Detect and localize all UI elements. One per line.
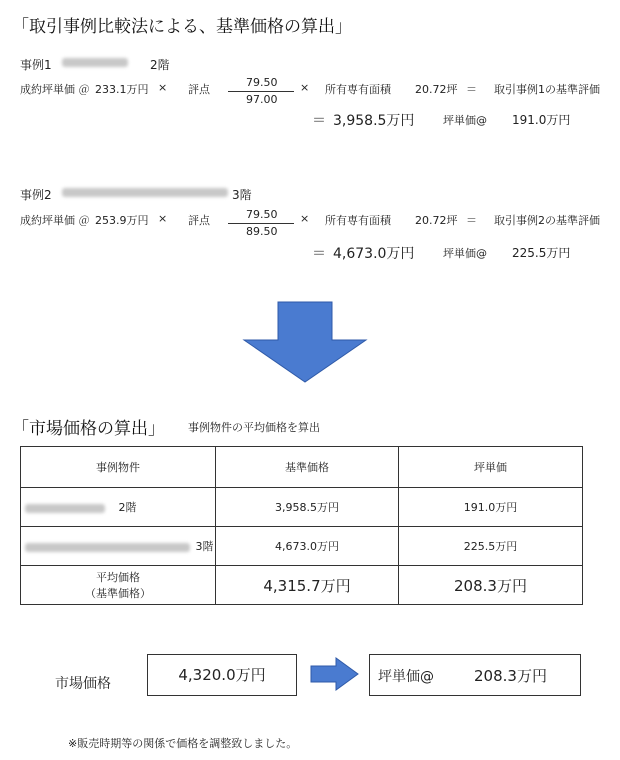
case1-denominator: 97.00 <box>246 93 278 106</box>
case2-equals-2: ＝ <box>312 246 326 262</box>
case2-score-label: 評点 <box>188 214 210 227</box>
table-cell-average-price: 4,315.7万円 <box>216 566 399 605</box>
case2-equals-1: ＝ <box>466 214 477 227</box>
case1-numerator: 79.50 <box>246 76 278 89</box>
final-price: 4,320.0万円 <box>178 666 266 684</box>
market-subheading: 事例物件の平均価格を算出 <box>188 421 320 434</box>
case1-label: 事例1 <box>20 58 52 72</box>
case2-fraction-line <box>228 223 294 224</box>
case1-unit-label: 坪単価@ <box>443 114 487 127</box>
case2-price-label: 成約坪単価 ＠ <box>20 214 90 227</box>
right-arrow-icon <box>310 656 360 692</box>
case2-result-label: 取引事例2の基準評価 <box>494 214 600 227</box>
table-row <box>21 527 583 566</box>
case1-price: 233.1万円 <box>95 83 149 96</box>
case2-unit-price: 225.5万円 <box>512 246 571 260</box>
case2-times-2: × <box>300 212 310 225</box>
case2-area-label: 所有専有面積 <box>325 214 391 227</box>
final-unit-price: 208.3万円 <box>474 667 547 685</box>
table-cell-unit: 225.5万円 <box>399 527 583 566</box>
case1-floor: 2階 <box>150 58 170 72</box>
table-cell-average-label <box>21 566 216 605</box>
case2-floor: 3階 <box>232 188 252 202</box>
final-price-box <box>147 654 297 696</box>
table-header-cell: 事例物件 <box>21 447 216 488</box>
row1-floor: 2階 <box>118 501 137 514</box>
case2-price: 253.9万円 <box>95 214 149 227</box>
final-unit-box <box>369 654 581 696</box>
table-cell-property <box>21 488 216 527</box>
case1-area-label: 所有専有面積 <box>325 83 391 96</box>
case2-redacted-name <box>62 188 228 197</box>
redacted-name <box>25 543 190 552</box>
footnote: ※販売時期等の関係で価格を調整致しました。 <box>68 737 298 750</box>
table-cell-price: 4,673.0万円 <box>216 527 399 566</box>
table-row <box>21 488 583 527</box>
redacted-name <box>25 504 105 513</box>
table-average-row <box>21 566 583 605</box>
table-header-row <box>21 447 583 488</box>
table-cell-price: 3,958.5万円 <box>216 488 399 527</box>
table-header-cell: 坪単価 <box>399 447 583 488</box>
case1-unit-price: 191.0万円 <box>512 113 571 127</box>
case2-denominator: 89.50 <box>246 225 278 238</box>
case2-value: 4,673.0万円 <box>333 246 415 262</box>
comparison-table <box>20 446 583 605</box>
case1-equals-1: ＝ <box>466 83 477 96</box>
case2-unit-label: 坪単価@ <box>443 247 487 260</box>
case1-price-label: 成約坪単価 ＠ <box>20 83 90 96</box>
case2-label: 事例2 <box>20 188 52 202</box>
case2-area: 20.72坪 <box>415 214 458 227</box>
case1-fraction-line <box>228 91 294 92</box>
case2-numerator: 79.50 <box>246 208 278 221</box>
case1-times-1: × <box>158 81 168 94</box>
case1-value: 3,958.5万円 <box>333 113 415 129</box>
case1-score-label: 評点 <box>188 83 210 96</box>
case1-equals-2: ＝ <box>312 113 326 129</box>
case2-times-1: × <box>158 212 168 225</box>
final-label: 市場価格 <box>55 676 111 692</box>
page-title: 「取引事例比較法による、基準価格の算出」 <box>12 17 352 37</box>
case1-result-label: 取引事例1の基準評価 <box>494 83 600 96</box>
table-cell-average-unit: 208.3万円 <box>399 566 583 605</box>
table-cell-property <box>21 527 216 566</box>
row2-floor: 3階 <box>195 540 214 553</box>
down-arrow-icon <box>240 300 370 384</box>
market-heading: 「市場価格の算出」 <box>12 419 165 439</box>
case1-times-2: × <box>300 81 310 94</box>
table-cell-unit: 191.0万円 <box>399 488 583 527</box>
case1-area: 20.72坪 <box>415 83 458 96</box>
final-unit-label: 坪単価@ <box>378 669 434 685</box>
case1-redacted-name <box>62 58 128 67</box>
table-header-cell: 基準価格 <box>216 447 399 488</box>
average-sublabel: （基準価格） <box>85 587 151 600</box>
average-label: 平均価格 <box>96 571 140 584</box>
